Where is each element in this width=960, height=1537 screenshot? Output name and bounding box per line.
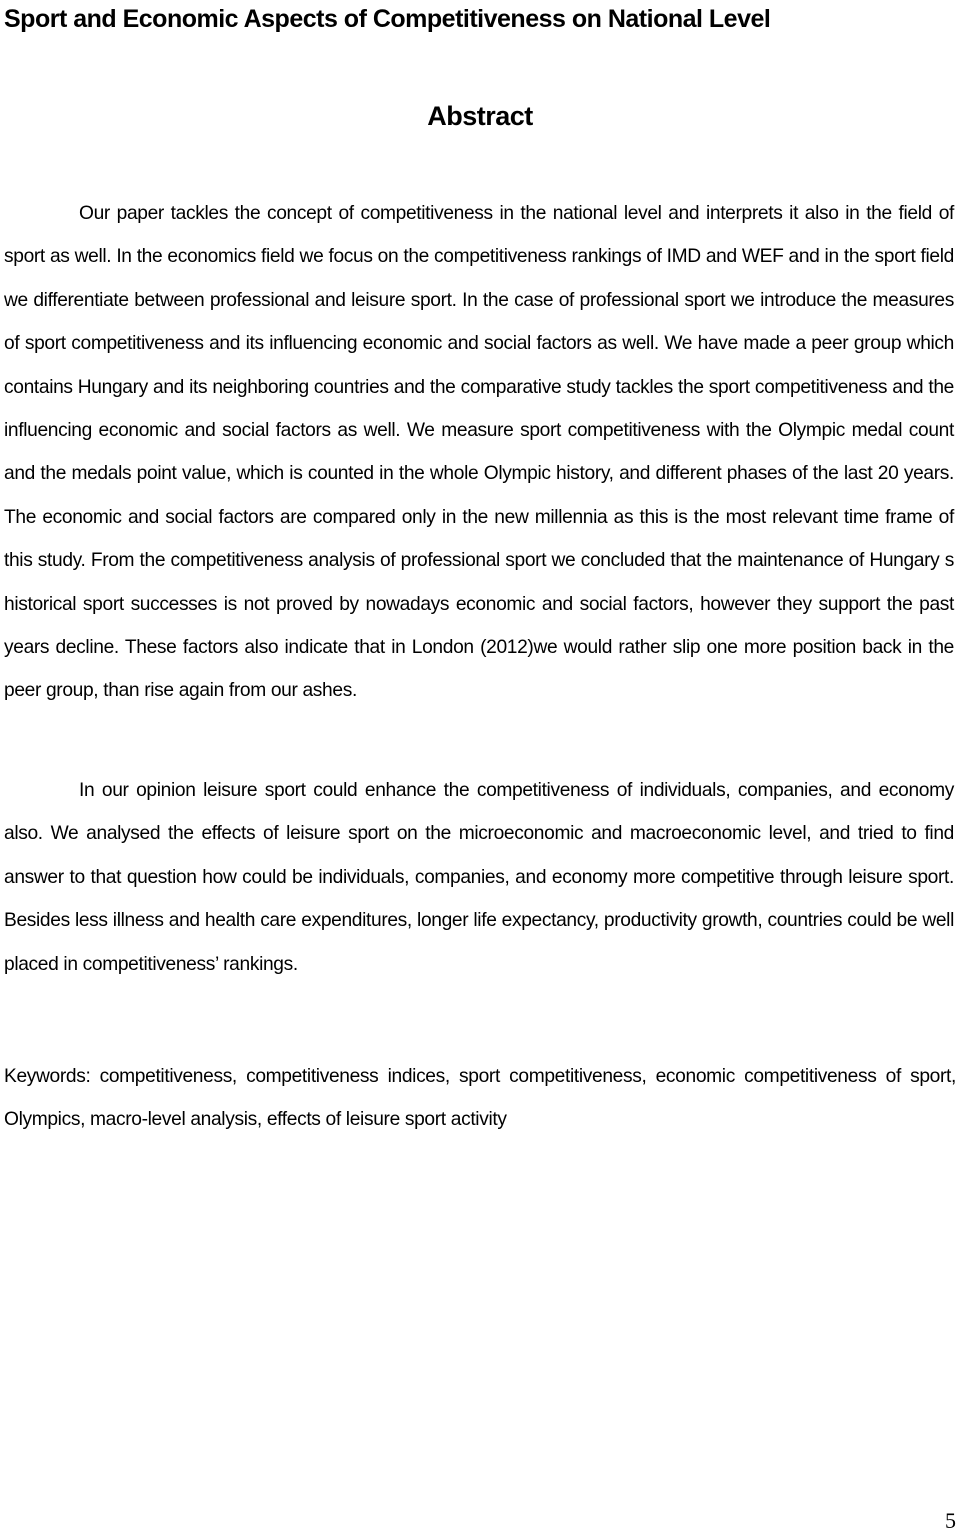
page-number: 5 (945, 1508, 956, 1533)
keywords: Keywords: competitiveness, competitiveness indices, sport competitiveness, economic competitiveness of sport, Olympics, macro-level analysis, effects of leisure sport activity (4, 1066, 956, 1131)
abstract-heading: Abstract (427, 101, 533, 131)
paper-title: Sport and Economic Aspects of Competitiveness on National Level (4, 5, 771, 33)
abstract-paragraph-1: Our paper tackles the concept of competitiveness in the national level and interprets it also in the field of sport as well. In the economics field we focus on the competitiveness rankings of IMD and WEF and in the sport field we differentiate between professional and leisure sport. In the case of professional sport we introduce the measures of sport competitiveness and its influencing economic and social factors as well. We have made a peer group which contains Hungary and its neighboring countries and the comparative study tackles the sport competitiveness and the influencing economic and social factors as well. We measure sport competitiveness with the Olympic medal count and the medals point value, which is counted in the whole Olympic history, and different phases of the last 20 years. The economic and social factors are compared only in the new millennia as this is the most relevant time frame of this study. From the competitiveness analysis of professional sport we concluded that the maintenance of Hungary s historical sport successes is not proved by nowadays economic and social factors, however they support the past years decline. These factors also indicate that in London (2012)we would rather slip one more position back in the peer group, than rise again from our ashes. (4, 203, 954, 702)
abstract-paragraph-2: In our opinion leisure sport could enhance the competitiveness of individuals, companies, and economy also. We analysed the effects of leisure sport on the microeconomic and macroeconomic level, and tried to find answer to that question how could be individuals, companies, and economy more competitive through leisure sport. Besides less illness and health care expenditures, longer life expectancy, productivity growth, countries could be well placed in competitiveness’ rankings. (4, 780, 954, 975)
